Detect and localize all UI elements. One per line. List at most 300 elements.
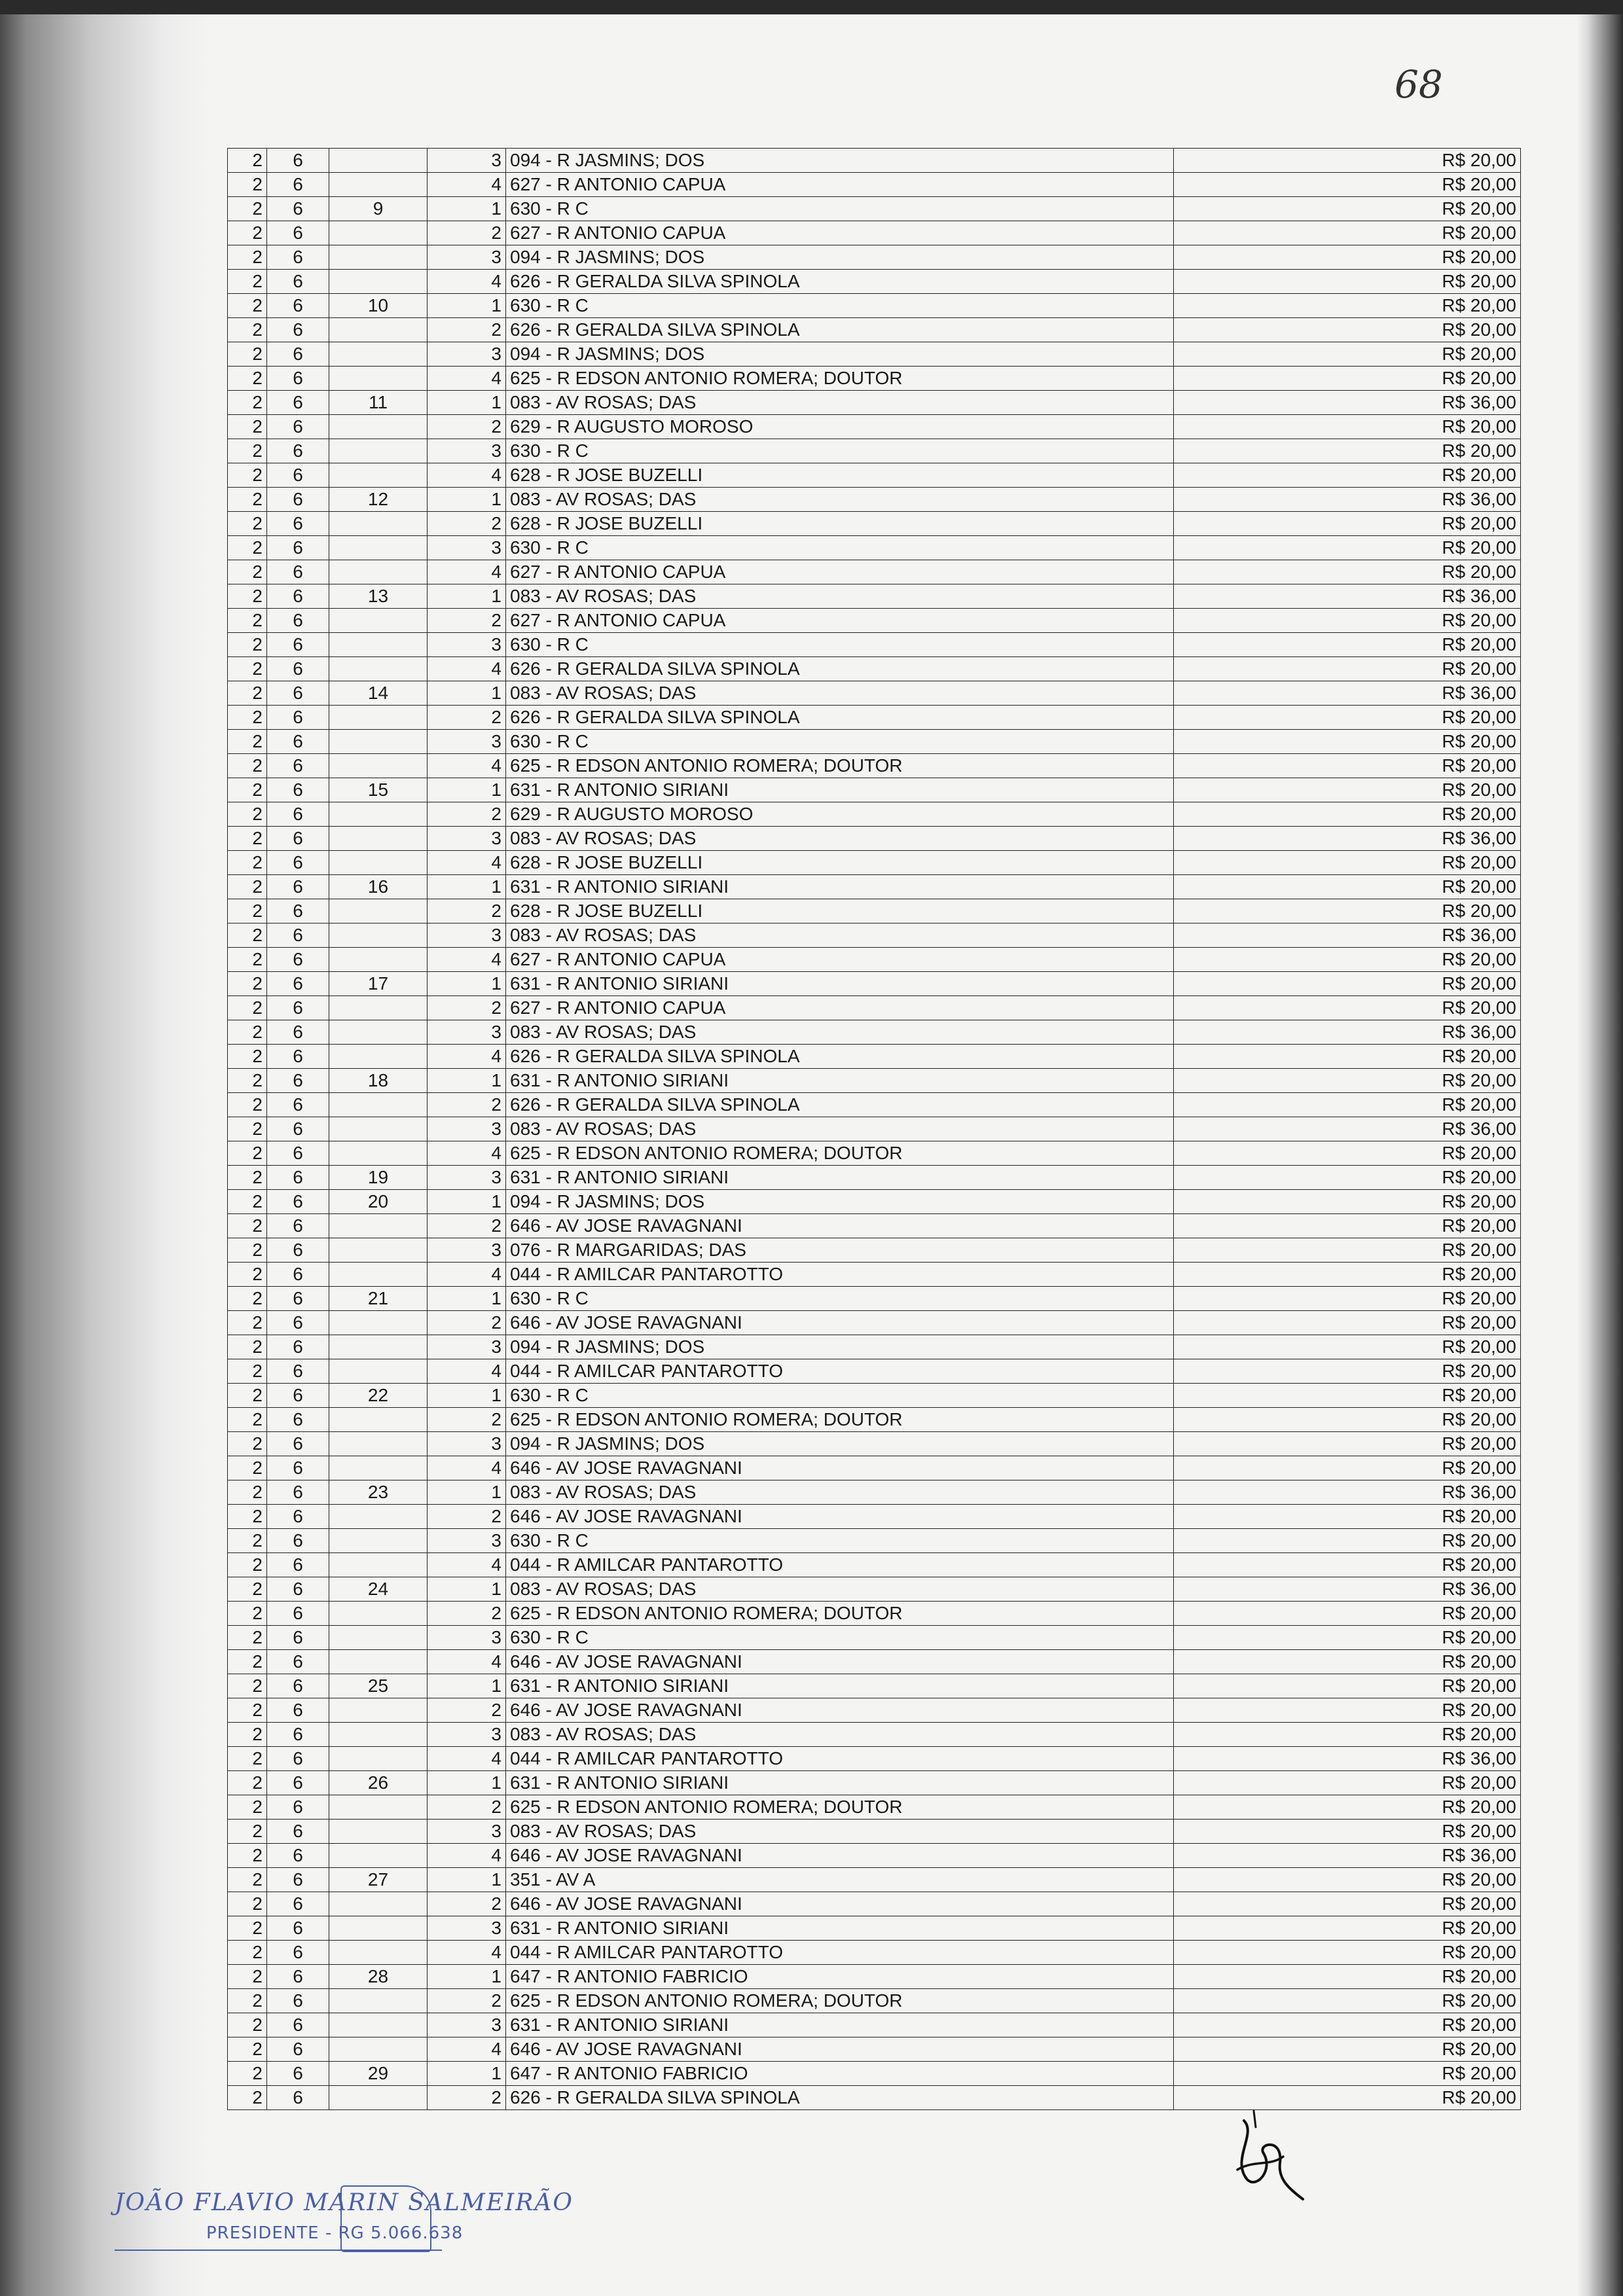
table-row	[228, 1941, 1521, 1965]
lot-cell	[329, 463, 428, 488]
value-cell: R$ 20,00	[1174, 560, 1521, 584]
spacer-cell	[833, 1335, 1174, 1359]
value-cell: R$ 20,00	[1174, 197, 1521, 221]
table-row	[228, 754, 1521, 778]
sector-cell: 2	[228, 512, 267, 536]
lot-cell: 22	[329, 1384, 428, 1408]
face-cell: 3	[428, 1020, 506, 1045]
table-row	[228, 1214, 1521, 1238]
block-cell: 6	[267, 536, 329, 560]
sector-cell: 2	[228, 1214, 267, 1238]
official-stamp	[115, 2189, 638, 2261]
face-cell: 4	[428, 1650, 506, 1674]
block-cell: 6	[267, 778, 329, 802]
street-cell: 646 - AV JOSE RAVAGNANI	[506, 1698, 833, 1723]
spacer-cell	[833, 560, 1174, 584]
block-cell: 6	[267, 1650, 329, 1674]
sector-cell: 2	[228, 1602, 267, 1626]
lot-cell: 17	[329, 972, 428, 996]
spacer-cell	[833, 1941, 1174, 1965]
street-cell: 044 - R AMILCAR PANTAROTTO	[506, 1263, 833, 1287]
street-cell: 083 - AV ROSAS; DAS	[506, 1117, 833, 1141]
value-cell: R$ 20,00	[1174, 1529, 1521, 1553]
lot-cell	[329, 1602, 428, 1626]
sector-cell: 2	[228, 536, 267, 560]
table-row	[228, 1166, 1521, 1190]
sector-cell: 2	[228, 1045, 267, 1069]
sector-cell: 2	[228, 488, 267, 512]
block-cell: 6	[267, 512, 329, 536]
value-cell: R$ 20,00	[1174, 706, 1521, 730]
table-row	[228, 609, 1521, 633]
street-cell: 625 - R EDSON ANTONIO ROMERA; DOUTOR	[506, 754, 833, 778]
value-cell: R$ 20,00	[1174, 1432, 1521, 1456]
spacer-cell	[833, 1674, 1174, 1698]
block-cell: 6	[267, 1384, 329, 1408]
face-cell: 4	[428, 1941, 506, 1965]
sector-cell: 2	[228, 391, 267, 415]
stamp-underline	[115, 2250, 442, 2251]
street-cell: 646 - AV JOSE RAVAGNANI	[506, 1844, 833, 1868]
value-cell: R$ 20,00	[1174, 609, 1521, 633]
block-cell: 6	[267, 899, 329, 924]
block-cell: 6	[267, 948, 329, 972]
sector-cell: 2	[228, 633, 267, 657]
block-cell: 6	[267, 463, 329, 488]
street-cell: 631 - R ANTONIO SIRIANI	[506, 1771, 833, 1795]
lot-cell	[329, 2037, 428, 2062]
value-cell: R$ 20,00	[1174, 1045, 1521, 1069]
street-cell: 626 - R GERALDA SILVA SPINOLA	[506, 1093, 833, 1117]
value-cell: R$ 20,00	[1174, 1916, 1521, 1941]
face-cell: 2	[428, 221, 506, 245]
street-cell: 625 - R EDSON ANTONIO ROMERA; DOUTOR	[506, 1989, 833, 2013]
spacer-cell	[833, 173, 1174, 197]
table-row	[228, 536, 1521, 560]
table-row	[228, 851, 1521, 875]
block-cell: 6	[267, 681, 329, 706]
street-cell: 625 - R EDSON ANTONIO ROMERA; DOUTOR	[506, 1408, 833, 1432]
street-cell: 646 - AV JOSE RAVAGNANI	[506, 1505, 833, 1529]
value-cell: R$ 20,00	[1174, 1674, 1521, 1698]
lot-cell	[329, 1795, 428, 1820]
spacer-cell	[833, 899, 1174, 924]
spacer-cell	[833, 318, 1174, 342]
block-cell: 6	[267, 1674, 329, 1698]
sector-cell: 2	[228, 1989, 267, 2013]
sector-cell: 2	[228, 173, 267, 197]
lot-cell	[329, 1238, 428, 1263]
street-cell: 626 - R GERALDA SILVA SPINOLA	[506, 270, 833, 294]
page-number: 68	[1395, 62, 1443, 107]
table-row	[228, 1577, 1521, 1602]
sector-cell: 2	[228, 1868, 267, 1892]
block-cell: 6	[267, 1626, 329, 1650]
block-cell: 6	[267, 149, 329, 173]
sector-cell: 2	[228, 1069, 267, 1093]
spacer-cell	[833, 730, 1174, 754]
street-cell: 630 - R C	[506, 294, 833, 318]
spacer-cell	[833, 851, 1174, 875]
spacer-cell	[833, 1723, 1174, 1747]
face-cell: 4	[428, 463, 506, 488]
value-cell: R$ 20,00	[1174, 1941, 1521, 1965]
table-row	[228, 827, 1521, 851]
street-cell: 631 - R ANTONIO SIRIANI	[506, 1166, 833, 1190]
lot-cell	[329, 245, 428, 270]
street-cell: 629 - R AUGUSTO MOROSO	[506, 802, 833, 827]
sector-cell: 2	[228, 1844, 267, 1868]
face-cell: 2	[428, 996, 506, 1020]
value-cell: R$ 20,00	[1174, 899, 1521, 924]
value-cell: R$ 20,00	[1174, 948, 1521, 972]
face-cell: 1	[428, 778, 506, 802]
sector-cell: 2	[228, 1287, 267, 1311]
street-cell: 094 - R JASMINS; DOS	[506, 149, 833, 173]
sector-cell: 2	[228, 149, 267, 173]
value-cell: R$ 20,00	[1174, 1384, 1521, 1408]
block-cell: 6	[267, 1045, 329, 1069]
sector-cell: 2	[228, 221, 267, 245]
lot-cell	[329, 1747, 428, 1771]
lot-cell	[329, 827, 428, 851]
sector-cell: 2	[228, 754, 267, 778]
lot-cell	[329, 1844, 428, 1868]
ledger-body	[228, 149, 1521, 2110]
table-row	[228, 1069, 1521, 1093]
value-cell: R$ 20,00	[1174, 270, 1521, 294]
spacer-cell	[833, 681, 1174, 706]
spacer-cell	[833, 1650, 1174, 1674]
value-cell: R$ 20,00	[1174, 1553, 1521, 1577]
block-cell: 6	[267, 996, 329, 1020]
street-cell: 044 - R AMILCAR PANTAROTTO	[506, 1747, 833, 1771]
lot-cell	[329, 270, 428, 294]
face-cell: 1	[428, 1069, 506, 1093]
block-cell: 6	[267, 730, 329, 754]
spacer-cell	[833, 1045, 1174, 1069]
block-cell: 6	[267, 633, 329, 657]
value-cell: R$ 36,00	[1174, 827, 1521, 851]
sector-cell: 2	[228, 778, 267, 802]
lot-cell	[329, 536, 428, 560]
sector-cell: 2	[228, 1263, 267, 1287]
table-row	[228, 367, 1521, 391]
block-cell: 6	[267, 2086, 329, 2110]
value-cell: R$ 20,00	[1174, 1650, 1521, 1674]
spacer-cell	[833, 1577, 1174, 1602]
lot-cell	[329, 1505, 428, 1529]
street-cell: 626 - R GERALDA SILVA SPINOLA	[506, 657, 833, 681]
table-row	[228, 1480, 1521, 1505]
block-cell: 6	[267, 2013, 329, 2037]
table-row	[228, 1602, 1521, 1626]
face-cell: 3	[428, 1335, 506, 1359]
street-cell: 044 - R AMILCAR PANTAROTTO	[506, 1553, 833, 1577]
lot-cell	[329, 948, 428, 972]
face-cell: 1	[428, 2062, 506, 2086]
block-cell: 6	[267, 1069, 329, 1093]
face-cell: 1	[428, 197, 506, 221]
block-cell: 6	[267, 706, 329, 730]
table-row	[228, 245, 1521, 270]
street-cell: 630 - R C	[506, 730, 833, 754]
table-row	[228, 463, 1521, 488]
street-cell: 627 - R ANTONIO CAPUA	[506, 609, 833, 633]
street-cell: 630 - R C	[506, 1529, 833, 1553]
table-row	[228, 294, 1521, 318]
value-cell: R$ 20,00	[1174, 1311, 1521, 1335]
block-cell: 6	[267, 1020, 329, 1045]
face-cell: 3	[428, 1626, 506, 1650]
value-cell: R$ 20,00	[1174, 439, 1521, 463]
sector-cell: 2	[228, 1480, 267, 1505]
sector-cell: 2	[228, 730, 267, 754]
face-cell: 1	[428, 1577, 506, 1602]
sector-cell: 2	[228, 463, 267, 488]
face-cell: 2	[428, 1214, 506, 1238]
lot-cell	[329, 1020, 428, 1045]
table-row	[228, 1820, 1521, 1844]
street-cell: 083 - AV ROSAS; DAS	[506, 924, 833, 948]
spacer-cell	[833, 778, 1174, 802]
table-row	[228, 1674, 1521, 1698]
table-row	[228, 342, 1521, 367]
face-cell: 2	[428, 1795, 506, 1820]
sector-cell: 2	[228, 1020, 267, 1045]
lot-cell: 10	[329, 294, 428, 318]
face-cell: 3	[428, 536, 506, 560]
lot-cell	[329, 1820, 428, 1844]
spacer-cell	[833, 2062, 1174, 2086]
street-cell: 630 - R C	[506, 1384, 833, 1408]
block-cell: 6	[267, 197, 329, 221]
street-cell: 083 - AV ROSAS; DAS	[506, 584, 833, 609]
street-cell: 631 - R ANTONIO SIRIANI	[506, 1069, 833, 1093]
street-cell: 646 - AV JOSE RAVAGNANI	[506, 1456, 833, 1480]
sector-cell: 2	[228, 2037, 267, 2062]
table-row	[228, 1045, 1521, 1069]
face-cell: 3	[428, 1916, 506, 1941]
sector-cell: 2	[228, 1723, 267, 1747]
value-cell: R$ 36,00	[1174, 1117, 1521, 1141]
sector-cell: 2	[228, 1771, 267, 1795]
lot-cell	[329, 657, 428, 681]
sector-cell: 2	[228, 1359, 267, 1384]
value-cell: R$ 20,00	[1174, 1335, 1521, 1359]
table-row	[228, 1723, 1521, 1747]
lot-cell	[329, 512, 428, 536]
spacer-cell	[833, 1263, 1174, 1287]
handwritten-signature	[1218, 2108, 1316, 2206]
face-cell: 1	[428, 1965, 506, 1989]
table-row	[228, 1795, 1521, 1820]
face-cell: 3	[428, 439, 506, 463]
street-cell: 083 - AV ROSAS; DAS	[506, 391, 833, 415]
value-cell: R$ 20,00	[1174, 1723, 1521, 1747]
table-row	[228, 512, 1521, 536]
spacer-cell	[833, 294, 1174, 318]
block-cell: 6	[267, 1553, 329, 1577]
block-cell: 6	[267, 2062, 329, 2086]
spacer-cell	[833, 996, 1174, 1020]
spacer-cell	[833, 802, 1174, 827]
face-cell: 3	[428, 730, 506, 754]
lot-cell	[329, 367, 428, 391]
spacer-cell	[833, 1505, 1174, 1529]
street-cell: 625 - R EDSON ANTONIO ROMERA; DOUTOR	[506, 1795, 833, 1820]
value-cell: R$ 20,00	[1174, 318, 1521, 342]
block-cell: 6	[267, 972, 329, 996]
spacer-cell	[833, 1020, 1174, 1045]
street-cell: 631 - R ANTONIO SIRIANI	[506, 1674, 833, 1698]
spacer-cell	[833, 924, 1174, 948]
spacer-cell	[833, 1529, 1174, 1553]
value-cell: R$ 20,00	[1174, 1214, 1521, 1238]
spacer-cell	[833, 1190, 1174, 1214]
face-cell: 3	[428, 2013, 506, 2037]
spacer-cell	[833, 1965, 1174, 1989]
spacer-cell	[833, 1166, 1174, 1190]
lot-cell: 23	[329, 1480, 428, 1505]
street-cell: 646 - AV JOSE RAVAGNANI	[506, 1892, 833, 1916]
spacer-cell	[833, 1747, 1174, 1771]
table-row	[228, 972, 1521, 996]
table-row	[228, 2037, 1521, 2062]
block-cell: 6	[267, 1989, 329, 2013]
block-cell: 6	[267, 851, 329, 875]
block-cell: 6	[267, 1117, 329, 1141]
table-row	[228, 1844, 1521, 1868]
face-cell: 4	[428, 1553, 506, 1577]
value-cell: R$ 36,00	[1174, 924, 1521, 948]
value-cell: R$ 20,00	[1174, 1093, 1521, 1117]
spacer-cell	[833, 1384, 1174, 1408]
lot-cell: 16	[329, 875, 428, 899]
table-row	[228, 415, 1521, 439]
block-cell: 6	[267, 1456, 329, 1480]
spacer-cell	[833, 1844, 1174, 1868]
lot-cell: 29	[329, 2062, 428, 2086]
value-cell: R$ 20,00	[1174, 657, 1521, 681]
lot-cell: 26	[329, 1771, 428, 1795]
table-row	[228, 1529, 1521, 1553]
spacer-cell	[833, 1626, 1174, 1650]
table-row	[228, 1456, 1521, 1480]
spacer-cell	[833, 1117, 1174, 1141]
block-cell: 6	[267, 1359, 329, 1384]
street-cell: 631 - R ANTONIO SIRIANI	[506, 875, 833, 899]
sector-cell: 2	[228, 851, 267, 875]
block-cell: 6	[267, 1263, 329, 1287]
spacer-cell	[833, 1359, 1174, 1384]
lot-cell	[329, 1698, 428, 1723]
street-cell: 631 - R ANTONIO SIRIANI	[506, 972, 833, 996]
table-row	[228, 1747, 1521, 1771]
spacer-cell	[833, 1698, 1174, 1723]
value-cell: R$ 20,00	[1174, 342, 1521, 367]
sector-cell: 2	[228, 1747, 267, 1771]
street-cell: 627 - R ANTONIO CAPUA	[506, 221, 833, 245]
value-cell: R$ 20,00	[1174, 2037, 1521, 2062]
table-row	[228, 1408, 1521, 1432]
lot-cell	[329, 1214, 428, 1238]
value-cell: R$ 20,00	[1174, 1359, 1521, 1384]
face-cell: 3	[428, 149, 506, 173]
table-row	[228, 1868, 1521, 1892]
table-row	[228, 1238, 1521, 1263]
table-row	[228, 173, 1521, 197]
block-cell: 6	[267, 1238, 329, 1263]
sector-cell: 2	[228, 415, 267, 439]
value-cell: R$ 20,00	[1174, 1795, 1521, 1820]
street-cell: 627 - R ANTONIO CAPUA	[506, 996, 833, 1020]
value-cell: R$ 36,00	[1174, 391, 1521, 415]
street-cell: 094 - R JASMINS; DOS	[506, 342, 833, 367]
value-cell: R$ 20,00	[1174, 536, 1521, 560]
face-cell: 2	[428, 415, 506, 439]
value-cell: R$ 20,00	[1174, 778, 1521, 802]
street-cell: 083 - AV ROSAS; DAS	[506, 1577, 833, 1602]
value-cell: R$ 20,00	[1174, 996, 1521, 1020]
block-cell: 6	[267, 584, 329, 609]
sector-cell: 2	[228, 318, 267, 342]
lot-cell	[329, 1626, 428, 1650]
value-cell: R$ 20,00	[1174, 1989, 1521, 2013]
lot-cell	[329, 1335, 428, 1359]
block-cell: 6	[267, 270, 329, 294]
face-cell: 4	[428, 1844, 506, 1868]
lot-cell	[329, 1941, 428, 1965]
stamp-name: JOÃO FLAVIO MARIN SALMEIRÃO	[115, 2189, 574, 2216]
sector-cell: 2	[228, 1456, 267, 1480]
lot-cell	[329, 173, 428, 197]
table-row	[228, 899, 1521, 924]
value-cell: R$ 20,00	[1174, 730, 1521, 754]
face-cell: 1	[428, 875, 506, 899]
sector-cell: 2	[228, 1190, 267, 1214]
lot-cell	[329, 730, 428, 754]
table-row	[228, 270, 1521, 294]
face-cell: 3	[428, 924, 506, 948]
face-cell: 1	[428, 1674, 506, 1698]
sector-cell: 2	[228, 1674, 267, 1698]
value-cell: R$ 36,00	[1174, 584, 1521, 609]
face-cell: 3	[428, 342, 506, 367]
face-cell: 3	[428, 1820, 506, 1844]
table-row	[228, 1989, 1521, 2013]
face-cell: 4	[428, 851, 506, 875]
value-cell: R$ 36,00	[1174, 681, 1521, 706]
value-cell: R$ 36,00	[1174, 1747, 1521, 1771]
face-cell: 1	[428, 488, 506, 512]
spacer-cell	[833, 827, 1174, 851]
street-cell: 625 - R EDSON ANTONIO ROMERA; DOUTOR	[506, 1141, 833, 1166]
spacer-cell	[833, 439, 1174, 463]
table-row	[228, 1771, 1521, 1795]
spacer-cell	[833, 1916, 1174, 1941]
sector-cell: 2	[228, 1238, 267, 1263]
table-row	[228, 1505, 1521, 1529]
table-row	[228, 1287, 1521, 1311]
face-cell: 4	[428, 754, 506, 778]
lot-cell: 18	[329, 1069, 428, 1093]
face-cell: 2	[428, 1989, 506, 2013]
lot-cell	[329, 1141, 428, 1166]
lot-cell	[329, 1263, 428, 1287]
spacer-cell	[833, 1820, 1174, 1844]
sector-cell: 2	[228, 924, 267, 948]
